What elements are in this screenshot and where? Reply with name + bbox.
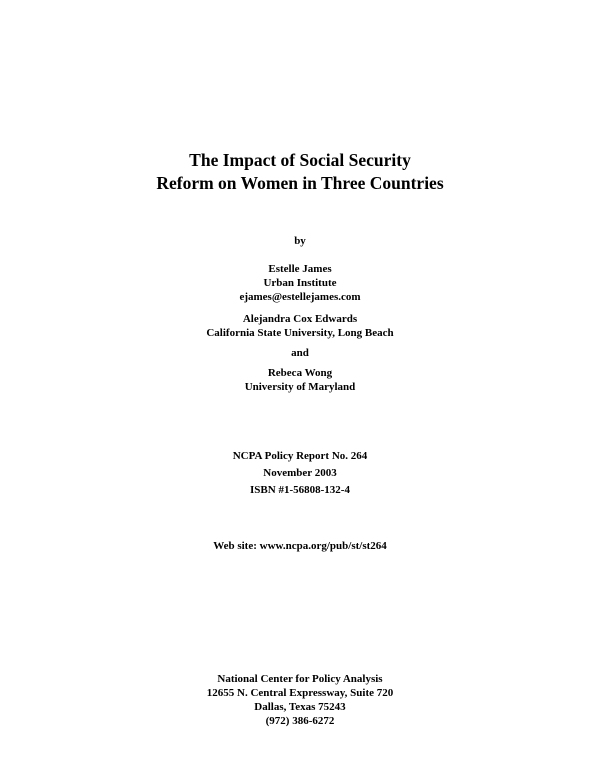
report-date: November 2003 (263, 467, 337, 479)
author-2-name: Alejandra Cox Edwards (242, 313, 358, 325)
author-1-name: Estelle James (268, 263, 332, 275)
author-1-affiliation: Urban Institute (263, 277, 337, 289)
author-2-affiliation: California State University, Long Beach (206, 327, 394, 339)
byline: by (294, 235, 306, 247)
author-3-name: Rebeca Wong (267, 367, 333, 379)
website-link[interactable]: Web site: www.ncpa.org/pub/st/st264 (213, 540, 387, 552)
publisher-city: Dallas, Texas 75243 (254, 701, 346, 713)
report-title-line-2: Reform on Women in Three Countries (156, 173, 444, 193)
author-1-email: ejames@estellejames.com (239, 291, 361, 303)
author-3-affiliation: University of Maryland (244, 381, 356, 393)
publisher-phone: (972) 386-6272 (265, 715, 335, 727)
report-isbn: ISBN #1-56808-132-4 (250, 484, 350, 496)
publisher-name: National Center for Policy Analysis (217, 673, 383, 685)
report-title-line-1: The Impact of Social Security (189, 150, 411, 170)
report-number: NCPA Policy Report No. 264 (232, 450, 368, 462)
publisher-address: 12655 N. Central Expressway, Suite 720 (206, 687, 394, 699)
conjunction: and (291, 347, 309, 359)
